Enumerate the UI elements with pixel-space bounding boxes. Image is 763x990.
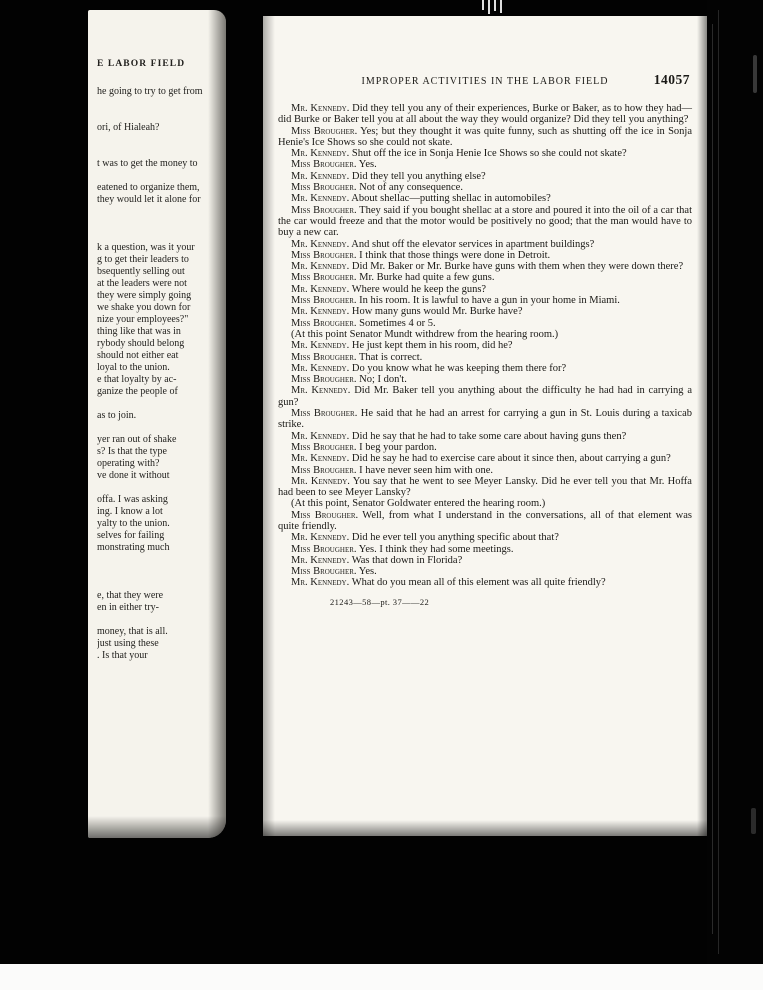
dialogue-paragraph [278,476,692,499]
dialogue-paragraph [278,555,692,566]
dialogue-paragraph [278,498,692,509]
dialogue-paragraph [278,261,692,272]
left-page-line: just using these [97,638,159,649]
speaker-label: Miss Brougher. [291,441,357,453]
dialogue-paragraph [278,205,692,239]
dialogue-paragraph [278,159,692,170]
left-page-line: ve done it without [97,470,170,481]
dialogue-paragraph [278,250,692,261]
dialogue-text: Did Mr. Baker tell you anything about the difficulty he had had in carrying a gun? [278,385,692,408]
left-page-line [97,218,221,230]
speaker-label: Miss Brougher. [291,408,358,420]
dialogue-text: Did he ever tell you anything specific about that? [351,532,559,544]
left-page-line: they were simply going [97,290,192,301]
dialogue-paragraph [278,374,692,385]
speaker-label: Mr. Kennedy. [291,306,350,318]
left-page-line: money, that is all. [97,626,168,637]
left-page-line: should not either eat [97,350,179,361]
left-page-line: we shake you down for [97,302,191,313]
dialogue-paragraph [278,239,692,250]
dialogue-paragraph [278,272,692,283]
left-page-line [97,398,221,410]
dialogue-paragraph [278,340,692,351]
dialogue-paragraph [278,148,692,159]
speaker-label: Miss Brougher. [291,317,357,329]
dialogue-paragraph [278,385,692,408]
page-shadow [263,820,707,836]
dialogue-text: Do you know what he was keeping them there for? [351,362,567,374]
binding-tick [500,0,502,13]
speaker-label: Mr. Kennedy. [291,148,350,160]
speaker-label: Miss Brougher. [291,272,357,284]
dialogue-text: Yes. I think they had some meetings. [358,543,514,555]
main-page-content [263,16,707,607]
dialogue-paragraph [278,532,692,543]
dialogue-text: Did he say he had to exercise care about it since then, about carrying a gun? [351,453,671,465]
left-page [88,10,226,838]
binding-tick [488,0,490,14]
dialogue-paragraph [278,193,692,204]
dialogue-text: He just kept them in his room, did he? [351,340,513,352]
left-page-line: loyal to the union. [97,362,170,373]
dialogue-text: How many guns would Mr. Burke have? [351,306,523,318]
dialogue-text: Where would he keep the guns? [351,283,487,295]
dialogue-paragraph [278,329,692,340]
speaker-label: Mr. Kennedy. [291,532,350,544]
dialogue-paragraph [278,126,692,149]
page-number: 14057 [653,72,690,87]
left-page-line: s? Is that the type [97,446,167,457]
speaker-label: Mr. Kennedy. [291,103,350,114]
speaker-label: Miss Brougher. [291,351,357,363]
dialogue-text: He said that he had an arrest for carrying a gun in St. Louis during a taxicab strike. [278,408,692,431]
dialogue-paragraph [278,284,692,295]
left-page-line: . Is that your [97,650,148,661]
left-page-line [97,422,221,434]
speaker-label: Mr. Kennedy. [291,453,350,465]
dialogue-text: Well, from what I understand in the conversations, all of that element was quite friendly. [278,509,693,532]
left-page-line: nize your employees?" [97,314,189,325]
speaker-label: Miss Brougher. [291,543,357,555]
left-page-line: ing. I know a lot [97,506,163,517]
left-page-line [97,614,221,626]
dialogue-paragraph [278,363,692,374]
dialogue-text: Mr. Burke had quite a few guns. [359,272,495,284]
dialogue-text: You say that he went to see Meyer Lansky. Did he ever tell you that Mr. Hoffa had been to see Meyer Lansky? [278,475,692,499]
left-page-line [97,170,221,182]
dialogue-paragraph [278,453,692,464]
speaker-label: Miss Brougher. [291,464,357,476]
dialogue-paragraph [278,182,692,193]
dialogue-paragraph [278,431,692,442]
dialogue-paragraph [278,318,692,329]
speaker-label: Miss Brougher. [291,566,357,578]
speaker-label: Mr. Kennedy. [291,238,350,250]
speaker-label: Mr. Kennedy. [291,362,350,374]
left-page-line: they would let it alone for [97,194,201,205]
left-page-line [97,206,221,218]
left-page-line: g to get their leaders to [97,254,189,265]
dialogue-text: And shut off the elevator services in apartment buildings? [351,238,595,250]
dialogue-text: That is correct. [358,351,423,363]
speaker-label: Mr. Kennedy. [291,554,350,566]
scan-artifact-band [707,0,763,964]
left-page-line [97,482,221,494]
binding-tick [494,0,496,11]
dialogue-text: What do you mean all of this element was all quite friendly? [351,577,606,589]
left-page-line [97,146,221,158]
dialogue-paragraph [278,171,692,182]
footer-imprint: 21243—58—pt. 37——22 [330,596,430,607]
speaker-label: Mr. Kennedy. [291,340,350,352]
left-page-line: bsequently selling out [97,266,185,277]
dialogue-text: Did he say that he had to take some care about having guns then? [351,430,627,442]
dialogue-text: Shut off the ice in Sonja Henie Ice Shows so she could not skate? [351,148,627,160]
left-page-line [97,566,221,578]
left-page-line: eatened to organize them, [97,182,200,193]
scan-streak [718,10,719,954]
dialogue-text: In his room. It is lawful to have a gun in your home in Miami. [359,295,620,307]
left-page-running-header: E LABOR FIELD [97,59,186,69]
speaker-label: Mr. Kennedy. [291,261,350,273]
page-title: IMPROPER ACTIVITIES IN THE LABOR FIELD [361,76,609,87]
left-page-text [97,86,221,662]
dialogue-text: Yes; but they thought it was quite funny, such as shutting off the ice in Sonja Henie's Ice Shows so she could not skate. [278,125,692,148]
dialogue-section [278,103,692,589]
dialogue-text: Was that down in Florida? [351,554,463,566]
scan-streak [712,24,713,934]
dialogue-text: I have never seen him with one. [359,464,494,476]
binding-marks [480,0,508,16]
left-page-line: selves for failing [97,530,165,541]
speaker-label: Mr. Kennedy. [291,170,350,182]
left-page-line: ori, of Hialeah? [97,122,160,133]
dialogue-text: No; I don't. [359,374,407,386]
dialogue-text: Did they tell you anything else? [351,170,486,182]
speaker-label: Miss Brougher. [291,249,357,261]
left-page-line [97,134,221,146]
left-page-line: monstrating much [97,542,170,553]
dialogue-text: Did Mr. Baker or Mr. Burke have guns with them when they were down there? [351,261,684,273]
speaker-label: Mr. Kennedy. [291,430,350,442]
dialogue-text: I beg your pardon. [359,441,437,453]
speaker-label: Miss Brougher. [291,159,357,171]
dialogue-text: Sometimes 4 or 5. [359,317,436,329]
scan-smudge [751,808,756,834]
dialogue-paragraph [278,544,692,555]
dialogue-paragraph [278,306,692,317]
left-page-line: yer ran out of shake [97,434,177,445]
left-page-line: he going to try to get from [97,86,203,97]
left-page-line: offa. I was asking [97,494,168,505]
dialogue-paragraph [278,465,692,476]
left-page-line: thing like that was in [97,326,181,337]
dialogue-paragraph [278,103,692,126]
left-page-line [97,110,221,122]
binding-tick [482,0,484,10]
dialogue-paragraph [278,295,692,306]
speaker-label: Miss Brougher. [291,204,357,216]
left-page-line: t was to get the money to [97,158,198,169]
left-page-line [97,98,221,110]
dialogue-text: (At this point, Senator Goldwater entered the hearing room.) [291,498,546,510]
speaker-label: Miss Brougher. [291,374,357,386]
speaker-label: Mr. Kennedy. [291,283,350,295]
left-page-line: e, that they were [97,590,164,601]
speaker-label: Miss Brougher. [291,182,357,194]
dialogue-paragraph [278,408,692,431]
dialogue-paragraph [278,442,692,453]
left-page-line: k a question, was it your [97,242,195,253]
left-page-line: operating with? [97,458,160,469]
speaker-label: Mr. Kennedy. [291,385,351,397]
dialogue-text: (At this point Senator Mundt withdrew from the hearing room.) [291,328,559,340]
dialogue-paragraph [278,577,692,588]
dialogue-paragraph [278,510,692,533]
dialogue-paragraph [278,352,692,363]
dialogue-text: Yes. [358,566,377,578]
left-page-line [97,578,221,590]
main-page [263,16,707,836]
speaker-label: Miss Brougher. [291,509,359,521]
left-page-line [97,230,221,242]
left-page-line: rybody should belong [97,338,185,349]
dialogue-paragraph [278,566,692,577]
dialogue-text: They said if you bought shellac at a store and poured it into the oil of a car that the car would freeze and that the motor would be positively no good; that the man would have to buy a new car. [278,204,692,239]
left-page-line: e that loyalty by ac- [97,374,177,385]
left-page-line: en in either try- [97,602,159,613]
left-page-content [88,10,226,838]
speaker-label: Mr. Kennedy. [291,577,350,589]
dialogue-text: I think that those things were done in Detroit. [359,249,551,261]
speaker-label: Miss Brougher. [291,125,358,137]
left-page-line: yalty to the union. [97,518,170,529]
dialogue-text: Not of any consequence. [359,182,463,194]
running-header [278,72,692,91]
dialogue-text: Did they tell you any of their experiences, Burke or Baker, as to how they had—did Burke or Baker tell you at all about the way they would organize? Did they tell you anything? [278,103,692,126]
scanner-bed-edge [0,964,763,990]
scan-smudge [753,55,757,93]
speaker-label: Mr. Kennedy. [291,475,350,487]
speaker-label: Miss Brougher. [291,295,357,307]
left-page-line: at the leaders were not [97,278,187,289]
left-page-line [97,554,221,566]
dialogue-text: Yes. [358,159,377,171]
left-page-line: as to join. [97,410,137,421]
dialogue-text: About shellac—putting shellac in automobiles? [351,193,551,205]
left-page-line: ganize the people of [97,386,178,397]
speaker-label: Mr. Kennedy. [291,193,350,205]
